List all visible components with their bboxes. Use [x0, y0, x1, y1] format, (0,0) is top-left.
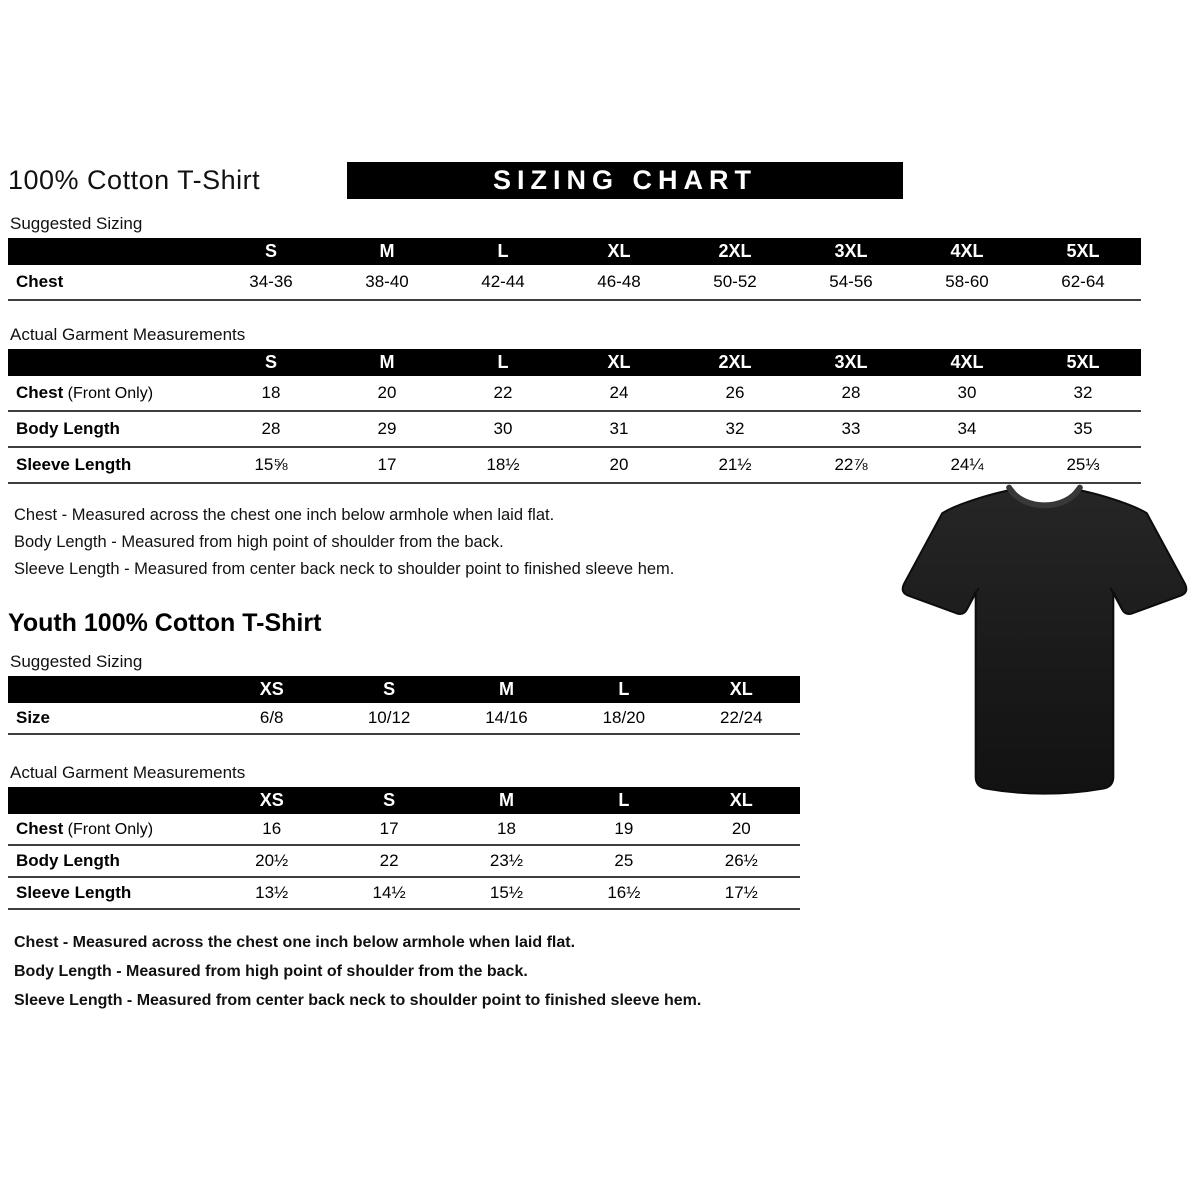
tshirt-body — [903, 490, 1187, 794]
measurement-cell: 17 — [379, 819, 399, 838]
measurement-cell: 54-56 — [829, 272, 873, 291]
measurement-cell: 10/12 — [367, 708, 411, 727]
measurement-cell: 26 — [725, 383, 745, 402]
row-label: Sleeve Length — [16, 455, 132, 474]
column-header-xs: XS — [213, 787, 330, 814]
table-row — [8, 814, 800, 845]
measurement-cell: 38-40 — [365, 272, 409, 291]
measurement-cell: 34-36 — [249, 272, 293, 291]
measurement-cell: 20 — [609, 455, 629, 474]
adult-suggested-label: Suggested Sizing — [10, 214, 143, 233]
measurement-cell: 31 — [609, 419, 629, 438]
measurement-cell: 32 — [725, 419, 745, 438]
table-row — [8, 703, 800, 734]
measurement-cell: 17 — [377, 455, 397, 474]
measurement-cell: 28 — [261, 419, 281, 438]
header-row — [8, 165, 1170, 209]
column-header-s: S — [213, 349, 329, 376]
table-row — [8, 845, 800, 877]
measurement-cell: 22 — [379, 851, 399, 870]
measurement-cell: 35 — [1073, 419, 1093, 438]
measurement-cell: 24 — [609, 383, 629, 402]
measurement-cell: 25 — [614, 851, 634, 870]
note-chest: Chest - Measured across the chest one inch below armhole when laid flat. — [14, 934, 576, 951]
sizing-table — [8, 349, 1141, 484]
measurement-cell: 20 — [731, 819, 751, 838]
column-header-xl: XL — [683, 787, 800, 814]
row-label-header — [8, 676, 213, 703]
column-header-m: M — [329, 349, 445, 376]
column-header-l: L — [565, 676, 682, 703]
row-label: Sleeve Length — [16, 883, 132, 902]
tshirt-graphic — [897, 472, 1192, 814]
note-sleeve-length: Sleeve Length - Measured from center back neck to shoulder point to finished sleeve hem. — [14, 560, 675, 578]
measurement-cell: 34 — [957, 419, 977, 438]
measurement-cell: 58-60 — [945, 272, 989, 291]
sizing-chart-banner-text: SIZING CHART — [493, 165, 757, 195]
measurement-cell: 18/20 — [602, 708, 646, 727]
table-row — [8, 877, 800, 909]
column-header-s: S — [330, 676, 447, 703]
column-header-xl: XL — [561, 349, 677, 376]
row-label-header — [8, 238, 213, 265]
row-label: Body Length — [16, 419, 120, 438]
column-header-m: M — [448, 676, 565, 703]
sizing-table — [8, 676, 800, 735]
column-header-3xl: 3XL — [793, 238, 909, 265]
table-row — [8, 376, 1141, 411]
sizing-chart-banner — [347, 162, 903, 199]
column-header-s: S — [213, 238, 329, 265]
row-label: Chest — [16, 272, 64, 291]
measurement-cell: 62-64 — [1061, 272, 1105, 291]
measurement-cell: 14½ — [372, 883, 406, 902]
column-header-s: S — [330, 787, 447, 814]
row-label: Chest (Front Only) — [16, 819, 154, 838]
measurement-cell: 16 — [262, 819, 282, 838]
measurement-cell: 30 — [493, 419, 513, 438]
measurement-cell: 42-44 — [481, 272, 525, 291]
column-header-m: M — [448, 787, 565, 814]
column-header-3xl: 3XL — [793, 349, 909, 376]
youth-notes — [8, 928, 800, 1015]
column-header-l: L — [445, 349, 561, 376]
measurement-cell: 6/8 — [259, 708, 284, 727]
measurement-cell: 22 — [493, 383, 513, 402]
column-header-2xl: 2XL — [677, 238, 793, 265]
note-chest: Chest - Measured across the chest one inch below armhole when laid flat. — [14, 506, 555, 524]
column-header-xl: XL — [561, 238, 677, 265]
measurement-cell: 24¼ — [950, 455, 984, 474]
measurement-cell: 18½ — [486, 455, 520, 474]
youth-section — [8, 652, 800, 1015]
adult-garment-table — [8, 349, 1141, 484]
row-label-header — [8, 349, 213, 376]
measurement-cell: 22⅞ — [834, 455, 868, 474]
measurement-cell: 20 — [377, 383, 397, 402]
measurement-cell: 25⅓ — [1066, 455, 1100, 474]
measurement-cell: 29 — [377, 419, 397, 438]
measurement-cell: 16½ — [607, 883, 641, 902]
column-header-4xl: 4XL — [909, 238, 1025, 265]
youth-title: Youth 100% Cotton T-Shirt — [8, 609, 322, 637]
column-header-2xl: 2XL — [677, 349, 793, 376]
measurement-cell: 13½ — [255, 883, 289, 902]
column-header-l: L — [565, 787, 682, 814]
measurement-cell: 18 — [261, 383, 281, 402]
youth-garment-label: Actual Garment Measurements — [10, 763, 246, 782]
sizing-table — [8, 238, 1141, 301]
youth-suggested-label: Suggested Sizing — [10, 652, 143, 671]
column-header-5xl: 5XL — [1025, 349, 1141, 376]
black-tshirt-image — [897, 472, 1192, 814]
measurement-cell: 19 — [614, 819, 634, 838]
measurement-cell: 26½ — [724, 851, 758, 870]
measurement-cell: 18 — [497, 819, 516, 838]
table-row — [8, 411, 1141, 447]
sizing-table — [8, 787, 800, 910]
note-sleeve-length: Sleeve Length - Measured from center back neck to shoulder point to finished sleeve hem. — [14, 992, 702, 1009]
row-label-header — [8, 787, 213, 814]
measurement-cell: 28 — [841, 383, 861, 402]
measurement-cell: 33 — [841, 419, 861, 438]
column-header-5xl: 5XL — [1025, 238, 1141, 265]
column-header-l: L — [445, 238, 561, 265]
measurement-cell: 20½ — [255, 851, 289, 870]
measurement-cell: 46-48 — [597, 272, 641, 291]
measurement-cell: 23½ — [489, 851, 524, 870]
measurement-cell: 14/16 — [485, 708, 528, 727]
column-header-m: M — [329, 238, 445, 265]
column-header-xs: XS — [213, 676, 330, 703]
youth-suggested-table — [8, 676, 800, 735]
measurement-cell: 17½ — [724, 883, 758, 902]
row-label: Chest (Front Only) — [16, 383, 154, 402]
note-body-length: Body Length - Measured from high point of shoulder from the back. — [14, 963, 528, 980]
measurement-cell: 32 — [1073, 383, 1093, 402]
measurement-cell: 30 — [957, 383, 977, 402]
youth-garment-table — [8, 787, 800, 910]
column-header-4xl: 4XL — [909, 349, 1025, 376]
measurement-cell: 21½ — [718, 455, 752, 474]
adult-suggested-table — [8, 238, 1141, 301]
adult-title: 100% Cotton T-Shirt — [8, 165, 261, 195]
row-label: Size — [16, 708, 51, 727]
measurement-cell: 15½ — [489, 883, 524, 902]
row-label: Body Length — [16, 851, 120, 870]
column-header-xl: XL — [683, 676, 800, 703]
table-row — [8, 265, 1141, 300]
measurement-cell: 50-52 — [713, 272, 757, 291]
measurement-cell: 22/24 — [720, 708, 763, 727]
adult-garment-label: Actual Garment Measurements — [10, 325, 246, 344]
measurement-cell: 15⅝ — [254, 455, 288, 474]
note-body-length: Body Length - Measured from high point of shoulder from the back. — [14, 533, 504, 551]
